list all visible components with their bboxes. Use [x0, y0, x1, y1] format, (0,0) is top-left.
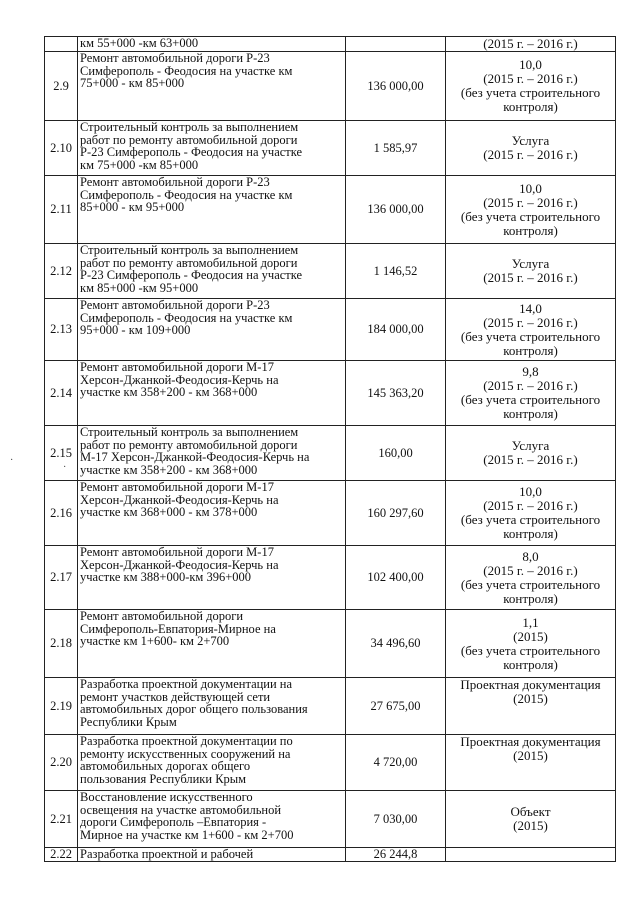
row-amount: 160 297,60 [346, 481, 446, 546]
scan-speck: · [63, 462, 67, 473]
table-row [45, 848, 616, 862]
table-row [45, 426, 616, 481]
row-result: 10,0 (2015 г. – 2016 г.) (без учета строительного контроля) [446, 176, 616, 244]
table-row [45, 678, 616, 735]
row-amount: 136 000,00 [346, 176, 446, 244]
table-row [45, 481, 616, 546]
table-row [45, 735, 616, 791]
row-description: Разработка проектной документации по ремонту искусственных сооружений на автомобильных дорогах общего пользования Республики Крым [78, 735, 346, 791]
row-number: 2.13 [45, 299, 78, 361]
table-row [45, 610, 616, 678]
row-number: 2.12 [45, 244, 78, 299]
row-number: 2.22 [45, 848, 78, 862]
row-number: 2.18 [45, 610, 78, 678]
row-description: Ремонт автомобильной дороги М-17 Херсон-Джанкой-Феодосия-Керчь на участке км 358+200 - км 368+000 [78, 361, 346, 426]
row-number: 2.9 [45, 52, 78, 121]
row-amount: 34 496,60 [346, 610, 446, 678]
table-row [45, 299, 616, 361]
row-result: 9,8 (2015 г. – 2016 г.) (без учета строительного контроля) [446, 361, 616, 426]
row-description: Ремонт автомобильной дороги М-17 Херсон-Джанкой-Феодосия-Керчь на участке км 368+000 - км 378+000 [78, 481, 346, 546]
row-amount: 7 030,00 [346, 791, 446, 848]
table-row [45, 791, 616, 848]
row-result: Услуга (2015 г. – 2016 г.) [446, 121, 616, 176]
row-amount: 27 675,00 [346, 678, 446, 735]
row-description: Разработка проектной и рабочей [78, 848, 346, 862]
row-amount: 26 244,8 [346, 848, 446, 862]
row-description: Ремонт автомобильной дороги Р-23 Симферополь - Феодосия на участке км 75+000 - км 85+000 [78, 52, 346, 121]
row-result: Проектная документация (2015) [446, 735, 616, 791]
row-result: (2015 г. – 2016 г.) [446, 37, 616, 52]
scan-speck: · [10, 455, 14, 466]
row-description: Строительный контроль за выполнением работ по ремонту автомобильной дороги М-17 Херсон-Джанкой-Феодосия-Керчь на участке км 358+200 - км 368+000 [78, 426, 346, 481]
row-result: 10,0 (2015 г. – 2016 г.) (без учета строительного контроля) [446, 52, 616, 121]
row-amount: 160,00 [346, 426, 446, 481]
row-description: Строительный контроль за выполнением работ по ремонту автомобильной дороги Р-23 Симферополь - Феодосия на участке км 85+000 -км 95+000 [78, 244, 346, 299]
row-description: Ремонт автомобильной дороги Р-23 Симферополь - Феодосия на участке км 85+000 - км 95+000 [78, 176, 346, 244]
row-number: 2.11 [45, 176, 78, 244]
row-number [45, 37, 78, 52]
table-row [45, 546, 616, 610]
table-row [45, 121, 616, 176]
row-result: 14,0 (2015 г. – 2016 г.) (без учета строительного контроля) [446, 299, 616, 361]
row-amount: 102 400,00 [346, 546, 446, 610]
row-number: 2.15 [45, 426, 78, 481]
row-number: 2.21 [45, 791, 78, 848]
row-amount: 145 363,20 [346, 361, 446, 426]
budget-table [44, 36, 616, 862]
table-row [45, 244, 616, 299]
row-description: Восстановление искусственного освещения на участке автомобильной дороги Симферополь –Евпатория - Мирное на участке км 1+600 - км 2+700 [78, 791, 346, 848]
row-amount: 4 720,00 [346, 735, 446, 791]
row-result [446, 848, 616, 862]
row-number: 2.14 [45, 361, 78, 426]
table-row [45, 37, 616, 52]
table-row [45, 361, 616, 426]
row-result: 1,1 (2015) (без учета строительного контроля) [446, 610, 616, 678]
row-description: Разработка проектной документации на ремонт участков действующей сети автомобильных дорог общего пользования Республики Крым [78, 678, 346, 735]
row-result: Проектная документация (2015) [446, 678, 616, 735]
row-amount: 184 000,00 [346, 299, 446, 361]
row-result: Услуга (2015 г. – 2016 г.) [446, 426, 616, 481]
row-result: 10,0 (2015 г. – 2016 г.) (без учета строительного контроля) [446, 481, 616, 546]
row-result: 8,0 (2015 г. – 2016 г.) (без учета строительного контроля) [446, 546, 616, 610]
row-description: Ремонт автомобильной дороги Р-23 Симферополь - Феодосия на участке км 95+000 - км 109+000 [78, 299, 346, 361]
row-result: Объект (2015) [446, 791, 616, 848]
row-number: 2.20 [45, 735, 78, 791]
table-row [45, 176, 616, 244]
row-result: Услуга (2015 г. – 2016 г.) [446, 244, 616, 299]
row-number: 2.19 [45, 678, 78, 735]
row-number: 2.16 [45, 481, 78, 546]
row-description: км 55+000 -км 63+000 [78, 37, 346, 52]
table-row [45, 52, 616, 121]
row-description: Строительный контроль за выполнением работ по ремонту автомобильной дороги Р-23 Симферополь - Феодосия на участке км 75+000 -км 85+000 [78, 121, 346, 176]
row-number: 2.17 [45, 546, 78, 610]
row-amount: 1 585,97 [346, 121, 446, 176]
row-number: 2.10 [45, 121, 78, 176]
row-description: Ремонт автомобильной дороги Симферополь-Евпатория-Мирное на участке км 1+600- км 2+700 [78, 610, 346, 678]
row-amount: 1 146,52 [346, 244, 446, 299]
row-amount: 136 000,00 [346, 52, 446, 121]
row-amount [346, 37, 446, 52]
row-description: Ремонт автомобильной дороги М-17 Херсон-Джанкой-Феодосия-Керчь на участке км 388+000-км 396+000 [78, 546, 346, 610]
